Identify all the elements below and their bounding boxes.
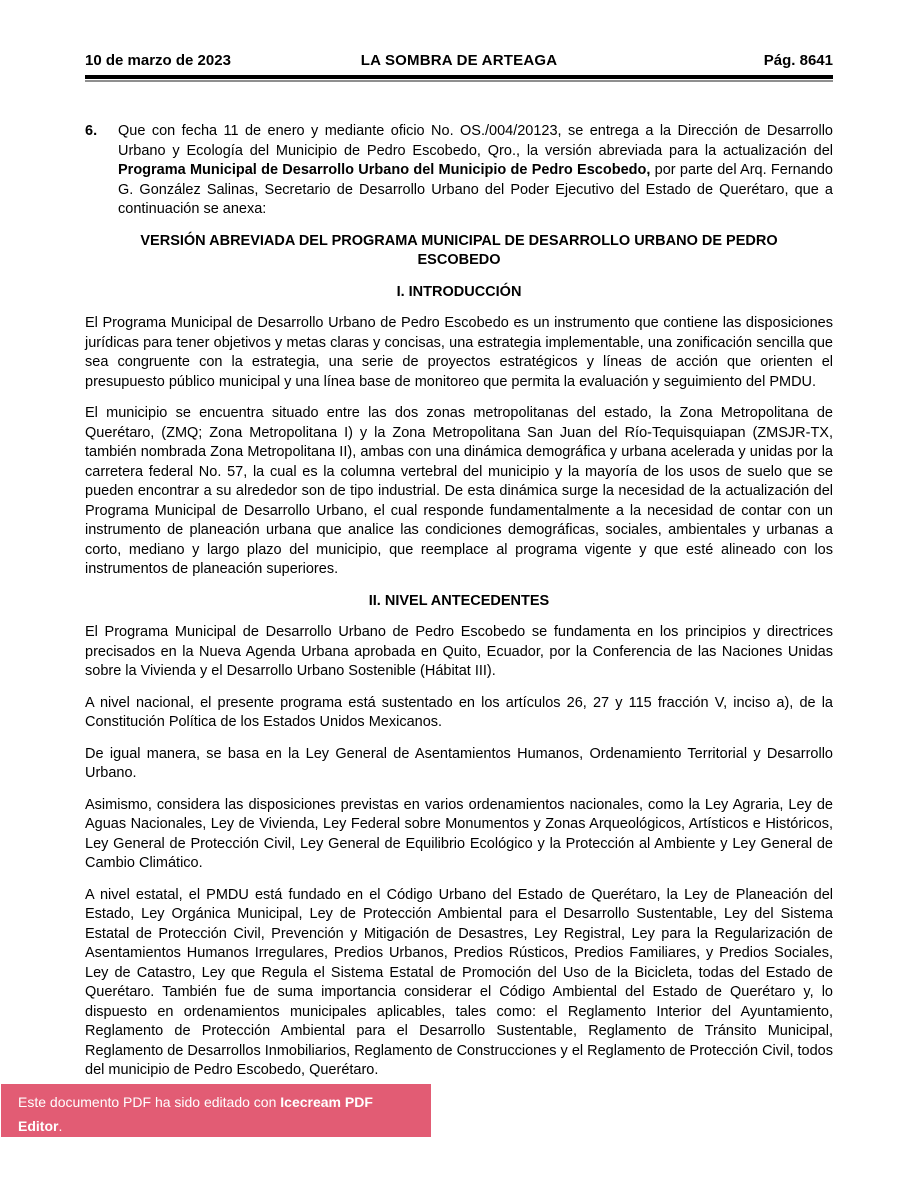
item-6-text-normal-2: por parte del Arq. Fernando G. González Salinas, Secretario de Desarrollo Urbano del Poder Ejecutivo del Estado de Querétaro, que a continuación se anexa: xyxy=(118,162,833,217)
heading-version-abreviada: VERSIÓN ABREVIADA DEL PROGRAMA MUNICIPAL DE DESARROLLO URBANO DE PEDRO ESCOBEDO xyxy=(140,232,778,268)
antecedentes-paragraph-1: El Programa Municipal de Desarrollo Urbano de Pedro Escobedo se fundamenta en los principios y directrices precisados en la Nueva Agenda Urbana aprobada en Quito, Ecuador, por la Conferencia de las Naciones Unidas sobre la Vivienda y el Desarrollo Urbano Sostenible (Hábitat III). xyxy=(85,624,833,679)
header-rule xyxy=(85,75,833,82)
antecedentes-paragraph-3: De igual manera, se basa en la Ley General de Asentamientos Humanos, Ordenamiento Territorial y Desarrollo Urbano. xyxy=(85,745,833,781)
document-body xyxy=(85,122,833,1081)
watermark-line-2: Actualice a PRO para eliminar la marca de agua. xyxy=(18,1142,322,1158)
watermark-banner xyxy=(1,1084,431,1158)
item-6-number: 6. xyxy=(85,123,98,139)
heading-nivel-antecedentes: II. NIVEL ANTECEDENTES xyxy=(368,592,550,609)
intro-paragraph-1: El Programa Municipal de Desarrollo Urbano de Pedro Escobedo es un instrumento que contiene las disposiciones jurídicas para tener objetivos y metas claras y concisas, una estrategia implementable, una zonificación sencilla que sea congruente con la estrategia, una serie de proyectos estratégicos y líneas de acción que orienten el presupuesto público municipal y una línea base de monitoreo que permita la evaluación y seguimiento del PMDU. xyxy=(85,315,833,390)
watermark-editor-name: Icecream PDF Editor xyxy=(18,1094,373,1134)
page-header xyxy=(0,0,918,69)
watermark-line-1-normal: Este documento PDF ha sido editado con xyxy=(18,1094,281,1110)
item-6-text-normal: Que con fecha 11 de enero y mediante oficio No. OS./004/20123, se entrega a la Dirección de Desarrollo Urbano y Ecología del Municipio de Pedro Escobedo, Qro., la versión abreviada para la actualización del xyxy=(118,123,833,159)
antecedentes-paragraph-4: Asimismo, considera las disposiciones previstas en varios ordenamientos nacionales, como la Ley Agraria, Ley de Aguas Nacionales, Ley de Vivienda, Ley Federal sobre Monumentos y Zonas Arqueológicos, Artísticos e Históricos, Ley General de Protección Civil, Ley General de Equilibrio Ecológico y la Protección al Ambiente y Ley General de Cambio Climático. xyxy=(85,796,833,871)
item-6-text xyxy=(118,122,833,220)
header-date: 10 de marzo de 2023 xyxy=(85,52,231,69)
header-page-number: Pág. 8641 xyxy=(763,52,833,69)
item-6-text-bold: Programa Municipal de Desarrollo Urbano del Municipio de Pedro Escobedo, xyxy=(118,162,651,178)
watermark-line-1-period: . xyxy=(58,1118,63,1134)
antecedentes-paragraph-2: A nivel nacional, el presente programa está sustentado en los artículos 26, 27 y 115 fracción V, inciso a), de la Constitución Política de los Estados Unidos Mexicanos. xyxy=(85,694,833,730)
intro-paragraph-2: El municipio se encuentra situado entre las dos zonas metropolitanas del estado, la Zona Metropolitana de Querétaro, (ZMQ; Zona Metropolitana I) y la Zona Metropolitana San Juan del Río-Tequisquiapan (ZMSJR-TX, también nombrada Zona Metropolitana II), ambas con una dinámica demográfica y urbana acelerada y unidas por la carretera federal No. 57, la cual es la columna vertebral del municipio y la mayoría de los usos de suelo que se pueden encontrar a su alrededor son de tipo industrial. De esta dinámica surge la necesidad de la actualización del Programa Municipal de Desarrollo Urbano, el cual responde fundamentalmente a la necesidad de contar con un instrumento de planeación urbana que analice las condiciones demográficas, sociales, ambientales y urbanas a corto, mediano y largo plazo del municipio, que reemplace al programa vigente y que esté alineado con los instrumentos de planeación superiores. xyxy=(85,405,833,577)
header-gazette-title: LA SOMBRA DE ARTEAGA xyxy=(360,52,558,69)
header-rule-thick xyxy=(85,75,833,79)
heading-introduccion: I. INTRODUCCIÓN xyxy=(396,283,522,300)
watermark-line-1 xyxy=(18,1090,419,1138)
header-rule-thin xyxy=(85,80,833,82)
antecedentes-paragraph-5: A nivel estatal, el PMDU está fundado en el Código Urbano del Estado de Querétaro, la Ley de Planeación del Estado, Ley Orgánica Municipal, Ley de Protección Ambiental para el Desarrollo Sustentable, Ley del Sistema Estatal de Protección Civil, Prevención y Mitigación de Desastres, Ley Registral, Ley para la Regularización de Asentamientos Humanos Irregulares, Predios Urbanos, Predios Rústicos, Predios Familiares, y Predios Sociales, Ley de Catastro, Ley que Regula el Sistema Estatal de Promoción del Uso de la Bicicleta, todas del Estado de Querétaro. También fue de suma importancia considerar el Código Ambiental del Estado de Querétaro y, lo dispuesto en ordenamientos municipales aplicables, tales como: el Reglamento Interior del Ayuntamiento, Reglamento de Protección Ambiental para el Desarrollo Sustentable, Reglamento de Tránsito Municipal, Reglamento de Desarrollos Inmobiliarios, Reglamento de Construcciones y el Reglamento de Protección Civil, todos del municipio de Pedro Escobedo, Querétaro. xyxy=(85,886,833,1078)
numbered-item-6 xyxy=(85,122,833,220)
